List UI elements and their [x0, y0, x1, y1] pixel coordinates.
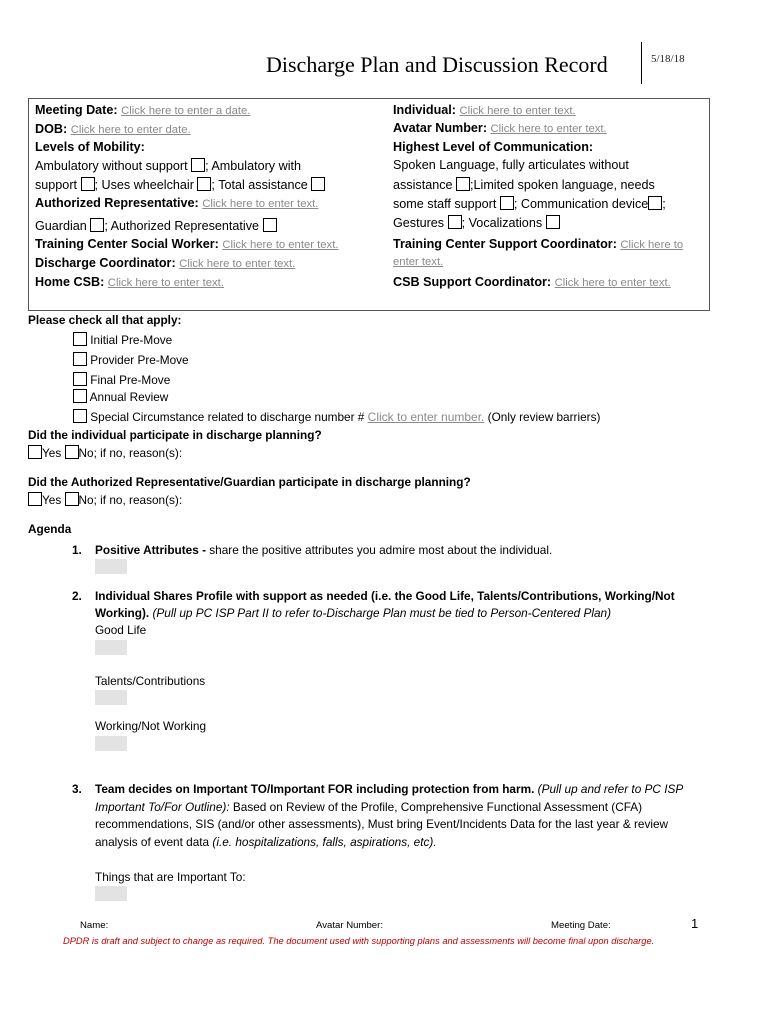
comm-staff-support: some staff support — [393, 197, 497, 211]
comm-assistance: assistance — [393, 178, 453, 192]
dob-field[interactable]: Click here to enter date. — [70, 124, 191, 136]
avatar-label: Avatar Number: — [393, 121, 488, 135]
participation-answer-2 — [28, 492, 182, 507]
working-field[interactable] — [95, 736, 127, 751]
home-csb-label: Home CSB: — [35, 275, 105, 289]
mobility-line-1 — [35, 158, 301, 173]
meeting-date-field[interactable]: Click here to enter a date. — [121, 105, 251, 117]
checkbox-provider-pre-move[interactable] — [73, 352, 87, 366]
page-number: 1 — [691, 916, 699, 931]
agenda-item-2-title-1: Individual Shares Profile with support as needed (i.e. the Good Life, Talents/Contributions, Working/Not — [95, 589, 675, 603]
tc-support-coordinator-label: Training Center Support Coordinator: — [393, 237, 617, 251]
no-label: No; if no, reason(s): — [78, 493, 183, 507]
agenda-item-1-title: Positive Attributes - — [95, 543, 206, 557]
agenda-item-3-line-1 — [95, 782, 683, 796]
apply-item-final — [73, 372, 170, 387]
tc-support-coordinator-row — [393, 237, 683, 251]
checkbox-yes-2[interactable] — [28, 492, 42, 506]
comm-semicolon: ; — [662, 197, 666, 211]
individual-row — [393, 103, 576, 117]
agenda-item-3-note-2: Important To/For Outline): — [95, 800, 230, 814]
tc-social-worker-label: Training Center Social Worker: — [35, 237, 219, 251]
document-date: 5/18/18 — [651, 53, 685, 65]
tc-support-coordinator-field-cont[interactable]: enter text. — [393, 256, 444, 268]
checkbox-ambulatory-without-support[interactable] — [191, 158, 205, 172]
agenda-heading: Agenda — [28, 522, 72, 536]
agenda-item-2-number: 2. — [72, 589, 82, 603]
agenda-item-3-text-4: analysis of event data — [95, 835, 213, 849]
comm-device: ; Communication device — [513, 197, 649, 211]
mob-support: support — [35, 178, 78, 192]
checkbox-special-circumstance[interactable] — [73, 409, 87, 423]
apply-item-provider — [73, 352, 189, 367]
tc-social-worker-row — [35, 237, 339, 251]
avatar-field[interactable]: Click here to enter text. — [490, 123, 607, 135]
agenda-item-3-number: 3. — [72, 782, 82, 796]
checkbox-limited-spoken[interactable] — [500, 196, 514, 210]
checkbox-total-assistance[interactable] — [311, 177, 325, 191]
agenda-item-1-number: 1. — [72, 543, 82, 557]
checkbox-authorized-representative[interactable] — [263, 218, 277, 232]
agenda-item-2-note: (Pull up PC ISP Part II to refer to-Discharge Plan must be tied to Person-Centered Plan) — [152, 606, 612, 620]
talents-label: Talents/Contributions — [95, 674, 206, 688]
comm-gestures: Gestures — [393, 216, 445, 230]
dob-row — [35, 122, 191, 136]
comm-line-3 — [393, 196, 666, 211]
yes-label: Yes — [42, 493, 62, 507]
mobility-line-2 — [35, 177, 325, 192]
no-label: No; if no, reason(s): — [78, 446, 183, 460]
apply-item-special — [73, 409, 600, 424]
participation-question-2: Did the Authorized Representative/Guardian participate in discharge planning? — [28, 475, 471, 489]
important-to-field[interactable] — [95, 886, 127, 901]
apply-item-annual — [73, 389, 168, 404]
csb-support-coordinator-label: CSB Support Coordinator: — [393, 275, 552, 289]
important-to-label: Things that are Important To: — [95, 870, 246, 884]
mob-wheelchair: ; Uses wheelchair — [94, 178, 194, 192]
special-number-field[interactable]: Click to enter number. — [367, 410, 485, 424]
mob-ambulatory-with: ; Ambulatory with — [205, 159, 302, 173]
good-life-field[interactable] — [95, 640, 127, 655]
agenda-item-3-line-2 — [95, 800, 642, 814]
auth-rep-row — [35, 196, 318, 210]
checkbox-uses-wheelchair[interactable] — [197, 177, 211, 191]
individual-label: Individual: — [393, 103, 456, 117]
checkbox-communication-device[interactable] — [648, 196, 662, 210]
comm-vocalizations: ; Vocalizations — [461, 216, 543, 230]
positive-attributes-field[interactable] — [95, 559, 127, 574]
guardian-text: Guardian — [35, 219, 87, 233]
tc-social-worker-field[interactable]: Click here to enter text. — [222, 239, 339, 251]
auth-rep-field[interactable]: Click here to enter text. — [202, 198, 319, 210]
participation-question-1: Did the individual participate in discharge planning? — [28, 428, 322, 442]
apply-item-label: Provider Pre-Move — [90, 353, 189, 367]
good-life-label: Good Life — [95, 623, 147, 637]
footer-avatar-label: Avatar Number: — [316, 920, 384, 931]
apply-item-label: Initial Pre-Move — [90, 333, 173, 347]
checkbox-guardian[interactable] — [90, 218, 104, 232]
agenda-item-1-text: share the positive attributes you admire most about the individual. — [206, 543, 553, 557]
apply-item-label: Annual Review — [89, 390, 169, 404]
comm-line-4 — [393, 215, 560, 230]
meeting-date-label: Meeting Date: — [35, 103, 118, 117]
checkbox-annual-review[interactable] — [73, 389, 87, 403]
agenda-item-3-note-1: (Pull up and refer to PC ISP — [537, 782, 684, 796]
checkbox-spoken-language[interactable] — [456, 177, 470, 191]
talents-field[interactable] — [95, 690, 127, 705]
apply-item-initial — [73, 332, 172, 347]
checkbox-no-2[interactable] — [65, 492, 79, 506]
comm-line-2 — [393, 177, 655, 192]
comm-limited: ;Limited spoken language, needs — [470, 178, 655, 192]
discharge-coordinator-row — [35, 256, 295, 270]
tc-support-coordinator-field[interactable]: Click here to — [620, 239, 684, 251]
special-note: (Only review barriers) — [487, 410, 601, 424]
agenda-item-3-line-4 — [95, 835, 437, 849]
agenda-item-3-line-3: recommendations, SIS (and/or other assessments), Must bring Event/Incidents Data for the last year & review — [95, 817, 669, 831]
agenda-item-3-note-4: (i.e. hospitalizations, falls, aspirations, etc). — [212, 835, 437, 849]
apply-item-label: Final Pre-Move — [90, 373, 171, 387]
yes-label: Yes — [42, 446, 62, 460]
agenda-item-3-title: Team decides on Important TO/Important FOR including protection from harm. — [95, 782, 535, 796]
checkbox-yes-1[interactable] — [28, 445, 42, 459]
home-csb-row — [35, 275, 224, 289]
footer-name-label: Name: — [80, 920, 109, 931]
page-title: Discharge Plan and Discussion Record — [266, 52, 608, 77]
guardian-row — [35, 218, 277, 233]
mobility-label: Levels of Mobility: — [35, 140, 145, 154]
footer-disclaimer: DPDR is draft and subject to change as required. The document used with supporting plans and assessments will become final upon discharge. — [63, 936, 655, 946]
footer-meeting-date-label: Meeting Date: — [551, 920, 611, 931]
home-csb-field[interactable]: Click here to enter text. — [107, 277, 224, 289]
checkbox-no-1[interactable] — [65, 445, 79, 459]
agenda-item-2-title-2: Working). — [95, 606, 150, 620]
avatar-row — [393, 121, 607, 135]
comm-line-1: Spoken Language, fully articulates without — [393, 158, 629, 172]
csb-support-coordinator-field[interactable]: Click here to enter text. — [554, 277, 671, 289]
participation-answer-1 — [28, 445, 182, 460]
communication-label: Highest Level of Communication: — [393, 140, 594, 154]
agenda-item-1 — [95, 543, 552, 557]
auth-rep-label: Authorized Representative: — [35, 196, 199, 210]
csb-support-coordinator-row — [393, 275, 671, 289]
checkbox-ambulatory-with-support[interactable] — [81, 177, 95, 191]
discharge-coordinator-label: Discharge Coordinator: — [35, 256, 176, 270]
checkbox-gestures[interactable] — [448, 215, 462, 229]
auth-rep-option-text: ; Authorized Representative — [104, 219, 260, 233]
special-text: Special Circumstance related to discharge number # — [90, 410, 365, 424]
apply-heading: Please check all that apply: — [28, 313, 182, 327]
checkbox-vocalizations[interactable] — [546, 215, 560, 229]
discharge-coordinator-field[interactable]: Click here to enter text. — [179, 258, 296, 270]
meeting-date-row — [35, 103, 250, 117]
title-divider — [641, 42, 642, 84]
checkbox-initial-pre-move[interactable] — [73, 332, 87, 346]
individual-field[interactable]: Click here to enter text. — [459, 105, 576, 117]
working-label: Working/Not Working — [95, 719, 207, 733]
checkbox-final-pre-move[interactable] — [73, 372, 87, 386]
agenda-item-3-text-2: Based on Review of the Profile, Comprehensive Functional Assessment (CFA) — [229, 800, 643, 814]
dob-label: DOB: — [35, 122, 68, 136]
agenda-item-2-line-2 — [95, 606, 611, 620]
mob-ambulatory-without: Ambulatory without support — [35, 159, 188, 173]
mob-total: ; Total assistance — [211, 178, 308, 192]
